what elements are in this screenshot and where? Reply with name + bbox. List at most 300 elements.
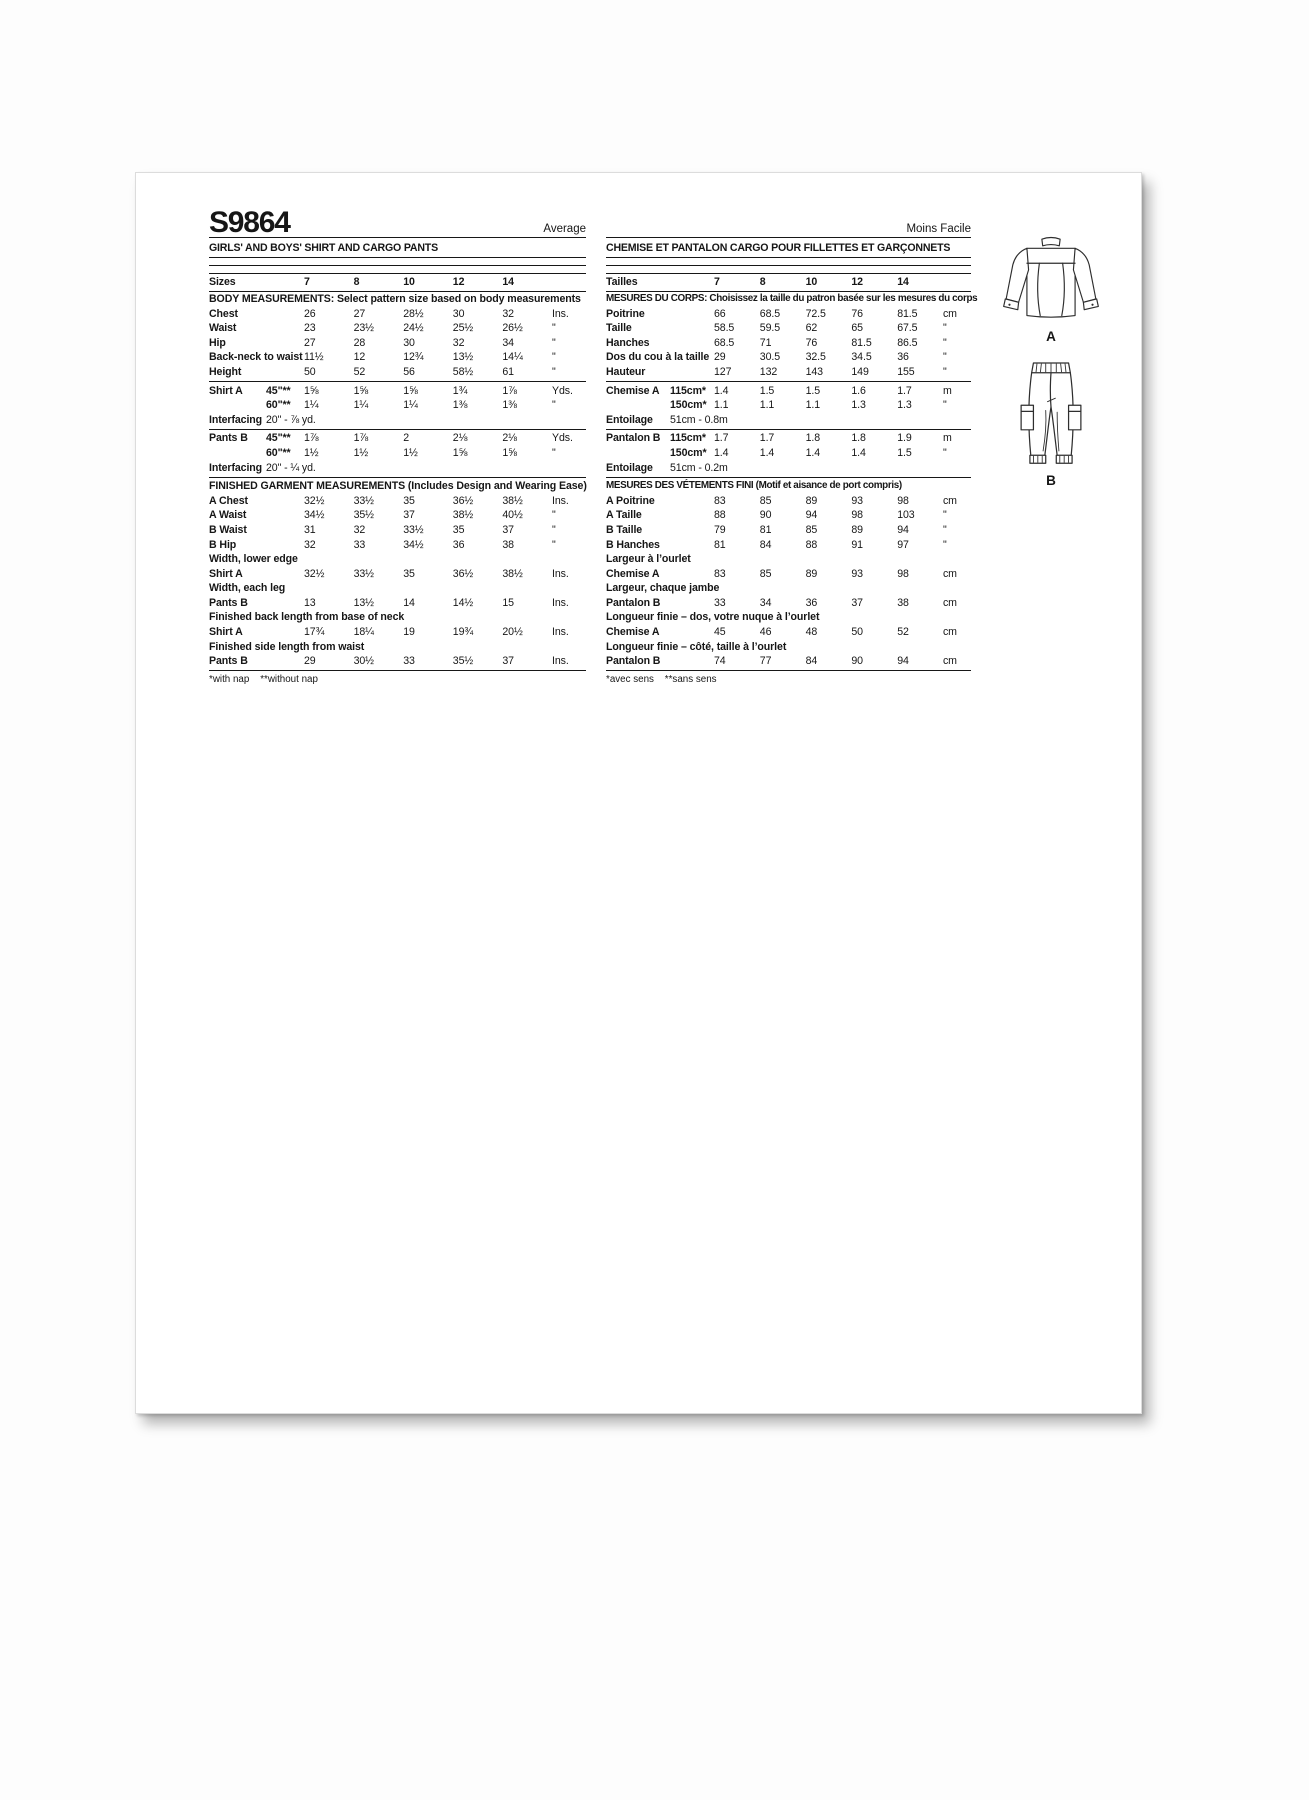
table-row-data <box>209 350 586 365</box>
row-value: 13½ <box>353 596 374 609</box>
row-value: 37 <box>403 509 415 522</box>
table-row-data <box>606 538 971 553</box>
shirt-back-illustration <box>1001 235 1101 328</box>
row-value: 1.6 <box>851 384 866 397</box>
garment-title-en: GIRLS' AND BOYS' SHIRT AND CARGO PANTS <box>209 238 586 258</box>
row-value: 81.5 <box>851 336 872 349</box>
table-row-data <box>209 538 586 553</box>
table-row-data <box>606 321 971 336</box>
row-value: 1.3 <box>897 399 912 412</box>
row-label: A Poitrine <box>606 494 655 507</box>
row-span-value: 20" - ⅞ yd. <box>266 413 316 426</box>
size-column-header: 8 <box>353 276 360 288</box>
table-row-data <box>606 350 971 365</box>
row-value: 97 <box>897 538 909 551</box>
row-unit: Ins. <box>551 567 569 580</box>
row-value: 38 <box>502 538 514 551</box>
row-value: 30½ <box>353 655 374 668</box>
row-value: 32½ <box>304 494 325 507</box>
row-value: 14 <box>403 596 415 609</box>
row-value: 1⅝ <box>452 446 468 459</box>
row-value: 28 <box>353 336 366 349</box>
row-unit: cm <box>942 626 957 639</box>
row-label: Shirt A <box>209 567 243 580</box>
french-header-row <box>606 206 971 238</box>
row-value: 36½ <box>452 494 474 507</box>
garment-title-fr: CHEMISE ET PANTALON CARGO POUR FILLETTES ET GARÇONNETS <box>606 238 971 258</box>
table-row-label: Width, each leg <box>209 582 286 595</box>
row-value: 14½ <box>452 596 474 609</box>
row-sublabel: 45"** <box>266 432 291 445</box>
row-value: 71 <box>759 336 772 349</box>
row-label: A Taille <box>606 509 642 522</box>
row-label: Chest <box>209 307 238 320</box>
table-row-rule <box>606 429 971 430</box>
row-value: 94 <box>897 655 909 668</box>
row-value: 74 <box>714 655 726 668</box>
row-label: Hauteur <box>606 365 646 378</box>
row-value: 1⅞ <box>304 432 319 445</box>
table-row-data <box>209 431 586 446</box>
row-value: 77 <box>759 655 772 668</box>
row-value: 13½ <box>452 351 474 364</box>
measurements-table-fr <box>606 292 978 671</box>
table-row-label: Longueur finie – dos, votre nuque à l’ourlet <box>606 611 820 624</box>
row-label: Waist <box>209 322 237 335</box>
row-value: 1⅞ <box>353 432 369 445</box>
row-value: 48 <box>805 626 818 639</box>
row-value: 1¼ <box>353 399 369 412</box>
row-label: Poitrine <box>606 307 645 320</box>
row-value: 1.4 <box>759 446 775 459</box>
size-column-header: 14 <box>897 276 909 288</box>
row-value: 33½ <box>353 494 374 507</box>
table-row-data <box>606 494 971 509</box>
row-value: 19¾ <box>452 626 474 639</box>
row-value: 35 <box>452 523 465 536</box>
nap-footnote-en: *with nap **without nap <box>209 674 318 686</box>
row-value: 36½ <box>452 567 474 580</box>
row-value: 36 <box>805 596 818 609</box>
table-row-data <box>606 625 971 640</box>
row-value: 30 <box>403 336 415 349</box>
row-value: 94 <box>805 509 818 522</box>
table-row-data <box>209 336 586 351</box>
row-value: 89 <box>851 523 863 536</box>
row-value: 40½ <box>502 509 523 522</box>
table-row-rule <box>209 670 586 671</box>
row-label: Chemise A <box>606 384 660 397</box>
row-value: 13 <box>304 596 316 609</box>
row-value: 76 <box>805 336 818 349</box>
row-value: 1.4 <box>851 446 866 459</box>
row-value: 34½ <box>403 538 424 551</box>
row-value: 35½ <box>452 655 474 668</box>
garment-illustrations <box>996 235 1106 500</box>
table-row-data <box>606 567 971 582</box>
row-value: 20½ <box>502 626 523 639</box>
table-row-data <box>606 365 971 380</box>
row-value: 15 <box>502 596 514 609</box>
table-row-section: BODY MEASUREMENTS: Select pattern size based on body measurements <box>209 293 581 305</box>
row-value: 1¼ <box>304 399 319 412</box>
row-value: 88 <box>714 509 726 522</box>
table-row-data <box>209 508 586 523</box>
row-value: 34.5 <box>851 351 872 364</box>
row-value: 23 <box>304 322 316 335</box>
row-label: Entoilage <box>606 461 653 474</box>
shirt-right-sleeve <box>1073 248 1095 302</box>
row-unit: " <box>942 509 947 522</box>
row-value: 38 <box>897 596 909 609</box>
row-value: 68.5 <box>714 336 735 349</box>
french-column <box>606 206 978 686</box>
row-value: 14¼ <box>502 351 523 364</box>
row-label: Pantalon B <box>606 596 661 609</box>
row-value: 94 <box>897 523 909 536</box>
row-label: Hanches <box>606 336 650 349</box>
row-label: A Waist <box>209 509 247 522</box>
difficulty-label-en: Average <box>543 223 586 235</box>
row-value: 62 <box>805 322 818 335</box>
row-value: 34 <box>759 596 772 609</box>
row-label: Back-neck to waist <box>209 351 303 364</box>
row-value: 1½ <box>403 446 418 459</box>
size-column-header: 10 <box>805 276 818 288</box>
nap-footnote-fr: *avec sens **sans sens <box>606 674 717 686</box>
view-a-label: A <box>1046 329 1056 344</box>
row-label: Hip <box>209 336 226 349</box>
row-unit: " <box>551 365 556 378</box>
table-row-data <box>209 321 586 336</box>
row-value: 65 <box>851 322 863 335</box>
row-value: 85 <box>805 523 818 536</box>
row-value: 1.4 <box>714 384 729 397</box>
table-row-data <box>209 446 586 461</box>
row-value: 37 <box>851 596 863 609</box>
size-column-header: 12 <box>851 276 863 288</box>
row-unit: " <box>942 399 947 412</box>
size-column-header: 8 <box>759 276 766 288</box>
row-value: 23½ <box>353 322 374 335</box>
table-row-data <box>209 567 586 582</box>
table-row-data <box>606 336 971 351</box>
row-value: 35 <box>403 494 415 507</box>
row-value: 1.5 <box>897 446 912 459</box>
row-value: 81 <box>759 523 772 536</box>
row-value: 98 <box>897 494 909 507</box>
row-value: 103 <box>897 509 915 522</box>
row-value: 90 <box>851 655 863 668</box>
table-row-label: Width, lower edge <box>209 553 298 566</box>
row-unit: " <box>551 538 556 551</box>
row-value: 59.5 <box>759 322 781 335</box>
row-unit: Yds. <box>551 384 573 397</box>
row-value: 18¼ <box>353 626 374 639</box>
row-value: 1¾ <box>452 384 468 397</box>
row-value: 33½ <box>353 567 374 580</box>
row-unit: cm <box>942 494 957 507</box>
shirt-left-sleeve <box>1006 248 1028 302</box>
table-row-data <box>209 523 586 538</box>
row-value: 24½ <box>403 322 424 335</box>
english-column <box>209 206 586 685</box>
size-column-header: 10 <box>403 276 415 288</box>
row-value: 61 <box>502 365 514 378</box>
row-value: 2⅛ <box>452 432 468 445</box>
row-unit: Ins. <box>551 596 569 609</box>
row-value: 35 <box>403 567 415 580</box>
table-row-label: Finished back length from base of neck <box>209 611 405 624</box>
english-header-row <box>209 206 586 238</box>
row-unit: " <box>551 399 556 412</box>
row-label: A Chest <box>209 494 248 507</box>
row-value: 1.1 <box>759 399 775 412</box>
table-row-data <box>209 384 586 399</box>
row-value: 36 <box>897 351 909 364</box>
row-label: Shirt A <box>209 384 243 397</box>
row-value: 58½ <box>452 365 474 378</box>
row-value: 30 <box>452 307 465 320</box>
row-value: 27 <box>353 307 366 320</box>
row-value: 1⅞ <box>502 384 517 397</box>
sizes-label: Sizes <box>209 276 236 288</box>
row-value: 1½ <box>304 446 319 459</box>
row-value: 31 <box>304 523 316 536</box>
row-value: 37 <box>502 523 514 536</box>
row-value: 56 <box>403 365 415 378</box>
row-value: 85 <box>759 494 772 507</box>
table-row-data <box>209 625 586 640</box>
row-value: 2⅛ <box>502 432 517 445</box>
row-value: 155 <box>897 365 915 378</box>
row-value: 37 <box>502 655 514 668</box>
row-unit: cm <box>942 596 957 609</box>
suggested-fabrics-en <box>209 258 586 266</box>
table-row-label: Finished side length from waist <box>209 640 365 653</box>
row-label: B Hanches <box>606 538 660 551</box>
row-label: B Hip <box>209 538 237 551</box>
row-value: 132 <box>759 365 778 378</box>
row-value: 38½ <box>452 509 474 522</box>
cuff-button-right <box>1091 304 1093 306</box>
row-value: 1.9 <box>897 432 912 445</box>
table-row-span <box>606 461 971 476</box>
sizes-header-row-fr <box>606 274 971 292</box>
row-value: 127 <box>714 365 732 378</box>
row-label: Height <box>209 365 242 378</box>
row-value: 86.5 <box>897 336 918 349</box>
row-value: 45 <box>714 626 726 639</box>
row-unit: cm <box>942 567 957 580</box>
row-value: 32 <box>353 523 366 536</box>
row-value: 52 <box>353 365 366 378</box>
row-value: 1.5 <box>759 384 775 397</box>
row-unit: Ins. <box>551 626 569 639</box>
sizes-label: Tailles <box>606 276 638 288</box>
row-unit: " <box>551 322 556 335</box>
row-value: 84 <box>759 538 772 551</box>
cargo-pocket-left <box>1021 405 1033 430</box>
table-row-data <box>606 307 971 322</box>
row-unit: " <box>942 336 947 349</box>
row-value: 33 <box>353 538 366 551</box>
row-value: 1.8 <box>805 432 821 445</box>
row-value: 89 <box>805 494 818 507</box>
row-unit: " <box>942 538 947 551</box>
row-value: 1.5 <box>805 384 821 397</box>
size-column-header: 14 <box>502 276 514 288</box>
row-value: 1⅜ <box>502 399 517 412</box>
row-unit: Yds. <box>551 432 573 445</box>
row-value: 32½ <box>304 567 325 580</box>
pattern-number: S9864 <box>209 206 290 239</box>
row-value: 1.7 <box>897 384 912 397</box>
row-label: Pantalon B <box>606 655 661 668</box>
row-value: 25½ <box>452 322 474 335</box>
size-column-header: 12 <box>452 276 465 288</box>
row-value: 85 <box>759 567 772 580</box>
row-value: 72.5 <box>805 307 826 320</box>
row-value: 38½ <box>502 567 523 580</box>
row-value: 34½ <box>304 509 325 522</box>
row-label: Interfacing <box>209 461 263 474</box>
row-label: Taille <box>606 322 632 335</box>
row-value: 91 <box>851 538 863 551</box>
row-value: 89 <box>805 567 818 580</box>
table-row-data <box>209 596 586 611</box>
row-unit: " <box>942 322 947 335</box>
table-row-data <box>209 654 586 669</box>
table-row-span <box>209 461 586 476</box>
row-span-value: 20" - ¼ yd. <box>266 461 316 474</box>
row-value: 38½ <box>502 494 523 507</box>
row-value: 19 <box>403 626 415 639</box>
pattern-envelope-back <box>135 172 1142 1414</box>
row-unit: " <box>551 336 556 349</box>
row-value: 1.8 <box>851 432 866 445</box>
table-row-data <box>209 307 586 322</box>
row-unit: " <box>551 351 556 364</box>
notions-fr <box>606 266 971 274</box>
cargo-pants-illustration <box>1007 356 1095 472</box>
table-row-span <box>606 413 971 428</box>
table-row-rule <box>606 670 971 671</box>
row-label: Pants B <box>209 655 248 668</box>
row-value: 2 <box>403 432 409 445</box>
row-value: 35½ <box>353 509 374 522</box>
row-sublabel: 60"** <box>266 399 291 412</box>
cuff-button-left <box>1008 304 1010 306</box>
row-value: 1⅝ <box>403 384 418 397</box>
row-value: 81 <box>714 538 726 551</box>
difficulty-label-fr: Moins Facile <box>906 223 971 235</box>
row-value: 84 <box>805 655 818 668</box>
row-value: 17¾ <box>304 626 325 639</box>
row-label: Chemise A <box>606 567 660 580</box>
row-value: 29 <box>714 351 726 364</box>
row-value: 33 <box>403 655 415 668</box>
row-value: 81.5 <box>897 307 918 320</box>
row-value: 30.5 <box>759 351 781 364</box>
row-value: 98 <box>897 567 909 580</box>
row-value: 1.1 <box>714 399 729 412</box>
row-unit: m <box>942 432 952 445</box>
measurements-table-en <box>209 292 586 671</box>
row-label: Pants B <box>209 596 248 609</box>
table-row-data <box>606 523 971 538</box>
table-row-data <box>209 365 586 380</box>
row-value: 12 <box>353 351 366 364</box>
row-value: 93 <box>851 494 863 507</box>
table-row-data <box>606 431 971 446</box>
row-label: Dos du cou à la taille <box>606 351 710 364</box>
row-value: 1.7 <box>759 432 775 445</box>
row-value: 26½ <box>502 322 523 335</box>
shirt-collar <box>1042 237 1060 245</box>
row-value: 1⅜ <box>452 399 468 412</box>
row-value: 32.5 <box>805 351 826 364</box>
row-value: 50 <box>304 365 316 378</box>
row-value: 83 <box>714 567 726 580</box>
row-value: 33½ <box>403 523 424 536</box>
row-span-value: 51cm - 0.8m <box>670 413 728 426</box>
row-value: 1⅝ <box>304 384 319 397</box>
row-value: 32 <box>502 307 514 320</box>
row-unit: Ins. <box>551 494 569 507</box>
row-value: 46 <box>759 626 772 639</box>
row-unit: " <box>942 446 947 459</box>
row-value: 34 <box>502 336 514 349</box>
row-sublabel: 60"** <box>266 446 291 459</box>
row-unit: m <box>942 384 952 397</box>
row-label: B Taille <box>606 523 643 536</box>
row-sublabel: 150cm* <box>670 446 707 459</box>
pants-center-seam <box>1050 373 1051 407</box>
table-row-data <box>606 508 971 523</box>
table-row-data <box>606 596 971 611</box>
table-row-rule <box>606 381 971 382</box>
notions-en <box>209 266 586 274</box>
row-value: 12¾ <box>403 351 424 364</box>
table-row-section: MESURES DES VÉTEMENTS FINI (Motif et aisance de port compris) <box>606 480 902 492</box>
suggested-fabrics-fr <box>606 258 971 266</box>
row-unit: Ins. <box>551 655 569 668</box>
row-unit: " <box>942 523 947 536</box>
table-row-data <box>606 446 971 461</box>
row-value: 1¼ <box>403 399 418 412</box>
row-label: Pantalon B <box>606 432 661 445</box>
row-label: Pants B <box>209 432 248 445</box>
row-value: 79 <box>714 523 726 536</box>
row-sublabel: 45"** <box>266 384 291 397</box>
shirt-body <box>1027 248 1075 317</box>
table-row-label: Largeur à l’ourlet <box>606 553 691 566</box>
row-unit: " <box>551 523 556 536</box>
size-column-header: 7 <box>304 276 310 288</box>
row-value: 83 <box>714 494 726 507</box>
row-value: 68.5 <box>759 307 781 320</box>
row-value: 32 <box>304 538 316 551</box>
row-value: 28½ <box>403 307 424 320</box>
row-value: 27 <box>304 336 316 349</box>
row-value: 1½ <box>353 446 369 459</box>
table-row-rule <box>209 477 586 478</box>
table-row-data <box>606 384 971 399</box>
row-value: 58.5 <box>714 322 735 335</box>
row-value: 52 <box>897 626 909 639</box>
row-value: 26 <box>304 307 316 320</box>
